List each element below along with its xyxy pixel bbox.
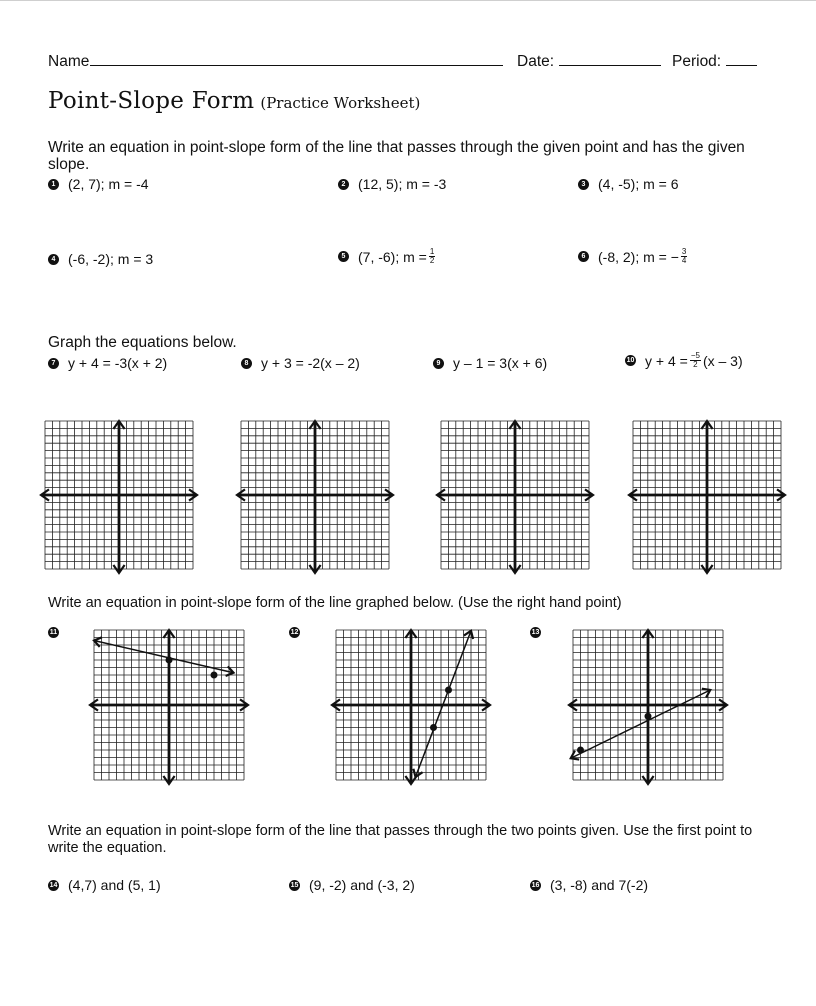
plotted-point [577,747,584,754]
period-label: Period: [672,53,722,70]
problem-number: 13 [531,629,540,636]
problem-3 [578,176,679,192]
problem-number: 5 [338,251,350,262]
problem-number: 10 [626,357,635,364]
equation-left: y + 4 = [645,352,688,369]
problem-text: (12, 5); m = -3 [358,176,447,192]
problem-text: (2, 7); m = -4 [68,176,149,192]
problem-text: (4,7) and (5, 1) [68,877,161,893]
problem-5 [338,248,437,265]
name-field[interactable] [48,51,503,71]
problem-number: 6 [578,251,590,262]
problem-14 [48,877,161,893]
section2-instructions: Graph the equations below. [48,334,237,351]
problem-number: 4 [48,254,60,265]
date-field[interactable] [517,51,661,71]
problem-number: 3 [578,179,590,190]
date-line [559,51,661,66]
problem-text: y + 4 = -3(x + 2) [68,355,168,371]
worksheet-title [48,88,420,114]
problem-4 [48,251,153,267]
slope-fraction: $\frac{3}{4}$ [681,247,687,265]
problem-number: 16 [531,881,540,889]
problem-number: 8 [241,358,253,369]
name-label: Name [48,53,90,70]
problem-13 [530,627,550,638]
problem-text: y + 3 = -2(x – 2) [261,355,360,371]
plotted-point [430,724,437,731]
problem-number: 11 [49,629,58,636]
top-border [0,0,816,1]
plotted-point [211,672,218,679]
problem-text: (9, -2) and (-3, 2) [309,877,415,893]
problem-number: 1 [48,179,60,190]
problem-text: (7, -6); m = [358,248,427,265]
problem-1 [48,176,149,192]
name-line [90,51,503,66]
graph-12 [329,623,495,787]
section1-instructions: Write an equation in point-slope form of the line that passes through the given point and has the given slope. [48,139,745,173]
problem-8 [241,355,360,371]
problem-11 [48,627,68,638]
period-field[interactable] [672,51,757,71]
problem-10 [625,352,743,369]
slope-fraction: $\frac{-5}{2}$ [690,351,700,369]
plotted-point [645,713,652,720]
section3-instructions: Write an equation in point-slope form of the line graphed below. (Use the right hand point) [48,595,622,611]
problem-text: (4, -5); m = 6 [598,176,679,192]
graph-13 [566,623,732,787]
problem-number: 14 [49,881,58,889]
problem-15 [289,877,415,893]
problem-text: (-8, 2); m = − [598,248,679,265]
equation-right: (x – 3) [702,352,743,369]
problem-number: 2 [338,179,350,190]
graph-11 [87,623,253,787]
period-line [726,51,757,66]
problem-16 [530,877,648,893]
graph-grid-7 [38,414,200,576]
problem-12 [289,627,309,638]
slope-fraction: $\frac{1}{2}$ [429,247,435,265]
title-sub: (Practice Worksheet) [260,94,421,112]
problem-number: 12 [290,629,299,636]
graph-grid-10 [626,414,788,576]
problem-2 [338,176,446,192]
plotted-point [445,687,452,694]
problem-text: (3, -8) and 7(-2) [550,877,649,893]
plotted-point [166,657,173,664]
date-label: Date: [517,53,555,70]
problem-number: 15 [290,881,299,889]
title-main: Point-Slope Form [48,88,255,114]
problem-6 [578,248,689,265]
problem-text: (-6, -2); m = 3 [68,251,154,267]
problem-number: 9 [433,358,445,369]
problem-9 [433,355,547,371]
problem-number: 7 [48,358,60,369]
graph-grid-8 [234,414,396,576]
section4-instructions: Write an equation in point-slope form of the line that passes through the two points given. Use the first point to write the equation. [48,823,753,856]
graph-grid-9 [434,414,596,576]
problem-text: y – 1 = 3(x + 6) [453,355,548,371]
problem-7 [48,355,167,371]
